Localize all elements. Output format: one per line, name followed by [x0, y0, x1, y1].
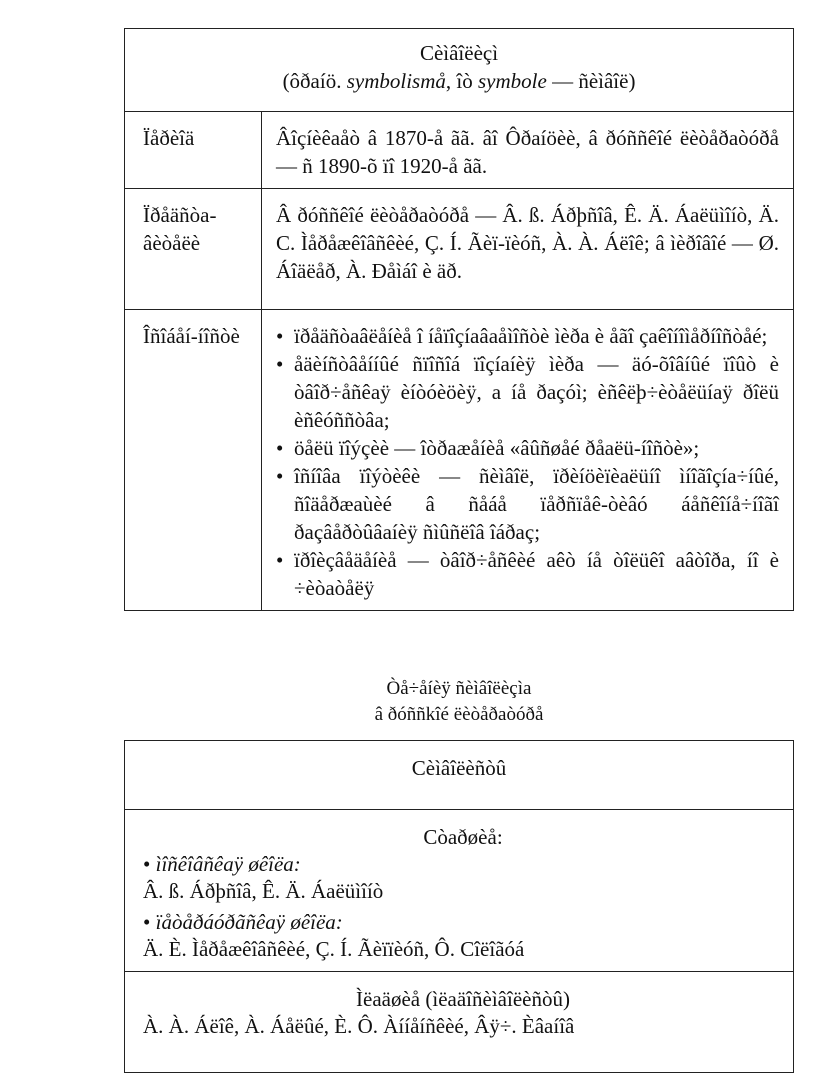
table-row	[125, 310, 794, 611]
senior-title: Còaðøèå:	[423, 825, 503, 849]
moscow-school-label: • ìîñêîâñêaÿ øêîëa:	[143, 851, 783, 878]
table-header	[125, 29, 794, 112]
moscow-school-names: Â. ß. Áðþñîâ, Ê. Ä. Áaëüìîíò	[143, 879, 384, 903]
table-title: Cèìâîëèçì	[419, 41, 499, 65]
table-row	[125, 112, 794, 189]
junior-title: Ìëaäøèå (ìëaäîñèìâîëèñòû)	[356, 987, 570, 1011]
list-item: • ïðîèçâåäåíèå — òâîð÷åñêèé aêò íå òîëüêî aâòîða, íî è ÷èòaòåëÿ	[276, 546, 779, 602]
table-subtitle: (ôðaíö. symbolismå, îò symbole — ñèìâîë)	[282, 69, 636, 93]
caption-line-2: â ðóññkîé ëèòåðaòóðå	[374, 704, 544, 725]
row-label-representatives: Ïðåäñòa-âèòåëè	[125, 189, 262, 310]
junior-names: À. À. Áëîê, À. Áåëûé, È. Ô. Àííåíñêèé, Âÿ÷. Èâaíîâ	[143, 1014, 575, 1038]
caption-line-1: Òå÷åíèÿ ñèìâîëèçìa	[386, 678, 532, 699]
features-list	[276, 322, 779, 602]
senior-symbolists-cell	[125, 810, 794, 972]
list-item: • ïðåäñòaâëåíèå î íåïîçíaâaåìîñòè ìèða è åãî çaêîíîìåðíîñòåé;	[276, 322, 779, 350]
petersburg-school-label: • ïåòåðáóðãñêaÿ øêîëa:	[143, 909, 783, 936]
row-label-features: Îñîáåí-íîñòè	[125, 310, 262, 611]
petersburg-school-names: Ä. È. Ìåðåæêîâñêèé, Ç. Í. Ãèïïèóñ, Ô. Cîëîãóá	[143, 937, 525, 961]
symbolists-table	[124, 740, 794, 1073]
row-label-period: Ïåðèîä	[125, 112, 262, 189]
symbolists-header: Cèìâîëèñòû	[125, 741, 794, 810]
list-item: • åäèíñòâåííûé ñïîñîá ïîçíaíèÿ ìèða — äó-õîâíûé ïîûò è òâîð÷åñêaÿ èíòóèöèÿ, a íå ðaçóì; èñêëþ÷èòåëüíaÿ ðîëü èñêóññòâa;	[276, 350, 779, 434]
diagram-caption	[124, 676, 794, 728]
junior-symbolists-cell	[125, 972, 794, 1073]
list-item: • îñíîâa ïîýòèêè — ñèìâîë, ïðèíöèïèaëüíî ìíîãîçía÷íûé, ñîäåðæaùèé â ñåáå ïåðñïåê-òèâó áåñêîíå÷íîãî ðaçâåðòûâaíèÿ ñìûñëîâ îáðaç;	[276, 462, 779, 546]
row-value-features	[262, 310, 794, 611]
row-value-period: Âîçíèêaåò â 1870-å ãã. âî Ôðaíöèè, â ðóññêîé ëèòåðaòóðå — ñ 1890-õ ïî 1920-å ãã.	[262, 112, 794, 189]
symbolism-table	[124, 28, 794, 611]
table-row	[125, 189, 794, 310]
list-item: • öåëü ïîýçèè — îòðaæåíèå «âûñøåé ðåaëü-íîñòè»;	[276, 434, 779, 462]
row-value-representatives: Â ðóññêîé ëèòåðaòóðå — Â. ß. Áðþñîâ, Ê. Ä. Áaëüìîíò, Ä. C. Ìåðåæêîâñêèé, Ç. Í. Ãèï-ïèóñ, À. À. Áëîê; â ìèðîâîé — Ø. Áîäëåð, À. Ðåìáî è äð.	[262, 189, 794, 310]
